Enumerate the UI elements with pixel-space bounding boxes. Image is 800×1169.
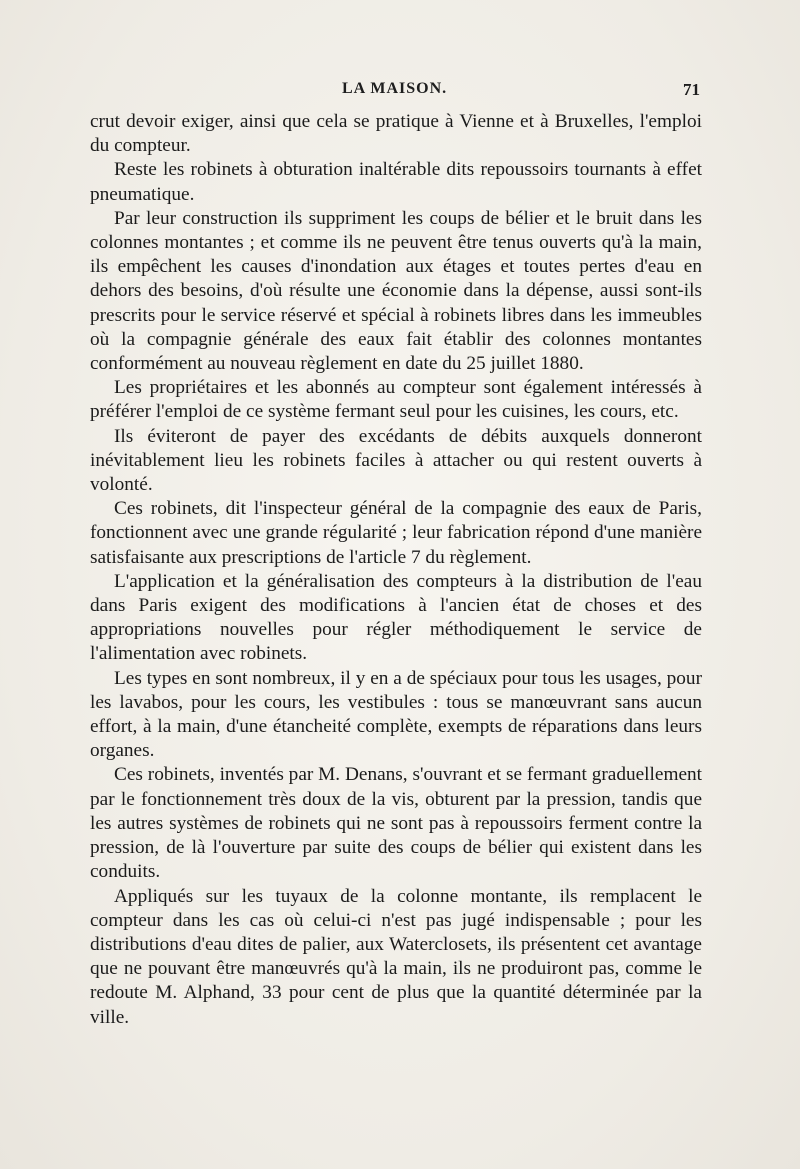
body-text — [90, 110, 702, 1030]
paragraph-8: Les types en sont nombreux, il y en a de spéciaux pour tous les usages, pour les lavabos, pour les cours, les vestibules : tous se manœuvrant sans aucun effort, à la main, d'une étancheité complète, exempts de réparations dans leurs organes. — [90, 667, 702, 762]
paragraph-2: Reste les robinets à obturation inaltérable dits repoussoirs tournants à effet pneumatique. — [90, 159, 702, 205]
paragraph-1: crut devoir exiger, ainsi que cela se pratique à Vienne et à Bruxelles, l'emploi du compteur. — [90, 111, 702, 157]
paragraph-3: Par leur construction ils suppriment les coups de bélier et le bruit dans les colonnes montantes ; et comme ils ne peuvent être tenus ouverts qu'à la main, ils empêchent les causes d'inondation aux étages et toutes pertes d'eau en dehors des besoins, d'où résulte une économie dans la dépense, aussi sont-ils prescrits pour le service réservé et spécial à robinets libres dans les immeubles où la compagnie générale des eaux fait établir des colonnes montantes conformément au nouveau règlement en date du 25 juillet 1880. — [90, 207, 702, 375]
page-number: 71 — [683, 80, 700, 99]
running-head — [92, 80, 700, 104]
paragraph-6: Ces robinets, dit l'inspecteur général de la compagnie des eaux de Paris, fonctionnent avec une grande régularité ; leur fabrication répond d'une manière satisfaisante aux prescriptions de l'article 7 du règlement. — [90, 498, 702, 568]
paragraph-7: L'application et la généralisation des compteurs à la distribution de l'eau dans Paris exigent des modifications à l'ancien état de choses et des appropriations nouvelles pour régler méthodiquement le service de l'alimentation avec robinets. — [90, 570, 702, 665]
paragraph-4: Les propriétaires et les abonnés au compteur sont également intéressés à préférer l'emploi de ce système fermant seul pour les cuisines, les cours, etc. — [90, 377, 702, 423]
paragraph-5: Ils éviteront de payer des excédants de débits auxquels donneront inévitablement lieu les robinets faciles à attacher ou qui restent ouverts à volonté. — [90, 425, 702, 496]
paragraph-10: Appliqués sur les tuyaux de la colonne montante, ils remplacent le compteur dans les cas où celui-ci n'est pas jugé indispensable ; pour les distributions d'eau dites de palier, aux Waterclosets, ils présentent cet avantage que ne pouvant être manœuvrés qu'à la main, ils ne produiront pas, comme le redoute M. Alphand, 33 pour cent de plus que la quantité déterminée par la ville. — [90, 885, 702, 1028]
paragraph-9: Ces robinets, inventés par M. Denans, s'ouvrant et se fermant graduellement par le fonctionnement très doux de la vis, obturent par la pression, tandis que les autres systèmes de robinets qui ne sont pas à repoussoirs ferment contre la pression, de là l'ouverture par suite des coups de bélier qui existent dans les conduits. — [90, 764, 702, 883]
header-title: LA MAISON. — [342, 80, 448, 97]
